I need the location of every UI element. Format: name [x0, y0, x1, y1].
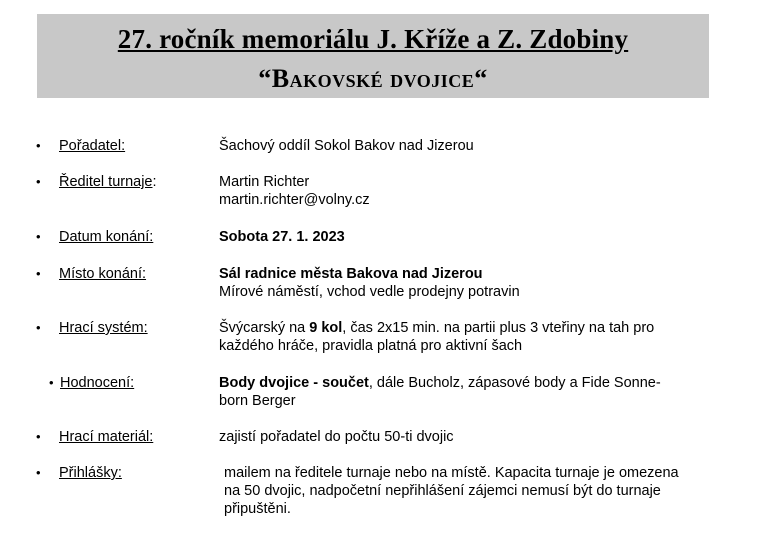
bullet-icon: • — [36, 465, 41, 480]
item-label: Přihlášky: — [59, 465, 122, 481]
item-value: Sál radnice města Bakova nad Jizerou Mírové náměstí, vchod vedle prodejny potravin — [219, 266, 520, 300]
item-value: Sobota 27. 1. 2023 — [219, 229, 345, 245]
item-value: zajistí pořadatel do počtu 50-ti dvojic — [219, 429, 454, 445]
title-banner — [37, 14, 709, 98]
item-value: Švýcarský na 9 kol, čas 2x15 min. na partii plus 3 vteřiny na tah pro každého hráče, pravidla platná pro aktivní šach — [219, 320, 655, 354]
bullet-icon: • — [36, 229, 41, 244]
item-label: Hodnocení: — [60, 375, 135, 391]
item-label: Datum konání: — [59, 229, 154, 245]
item-label: Pořadatel: — [59, 138, 126, 154]
page-title: 27. ročník memoriálu J. Kříže a Z. Zdobiny — [117, 24, 629, 54]
page-subtitle: “Bakovské dvojice“ — [258, 64, 488, 93]
bullet-icon: • — [49, 375, 54, 390]
item-value: Martin Richter martin.richter@volny.cz — [219, 173, 699, 209]
item-value: mailem na ředitele turnaje nebo na místě. Kapacita turnaje je omezena na 50 dvojic, nadpočetní nepřihlášení zájemci nemusí být do turnaje připuštěni. — [224, 465, 679, 517]
bullet-icon: • — [36, 174, 41, 189]
item-label: Hrací materiál: — [59, 429, 154, 445]
item-label: Hrací systém: — [59, 320, 148, 336]
item-label: Ředitel turnaje: — [59, 174, 157, 190]
item-label: Místo konání: — [59, 266, 147, 282]
item-value: Šachový oddíl Sokol Bakov nad Jizerou — [219, 138, 474, 154]
item-value: Body dvojice - součet, dále Bucholz, zápasové body a Fide Sonne- born Berger — [219, 375, 661, 409]
bullet-icon: • — [36, 320, 41, 335]
bullet-icon: • — [36, 266, 41, 281]
bullet-icon: • — [36, 429, 41, 444]
bullet-icon: • — [36, 138, 41, 153]
email-address: martin.richter@volny.cz — [219, 192, 370, 208]
